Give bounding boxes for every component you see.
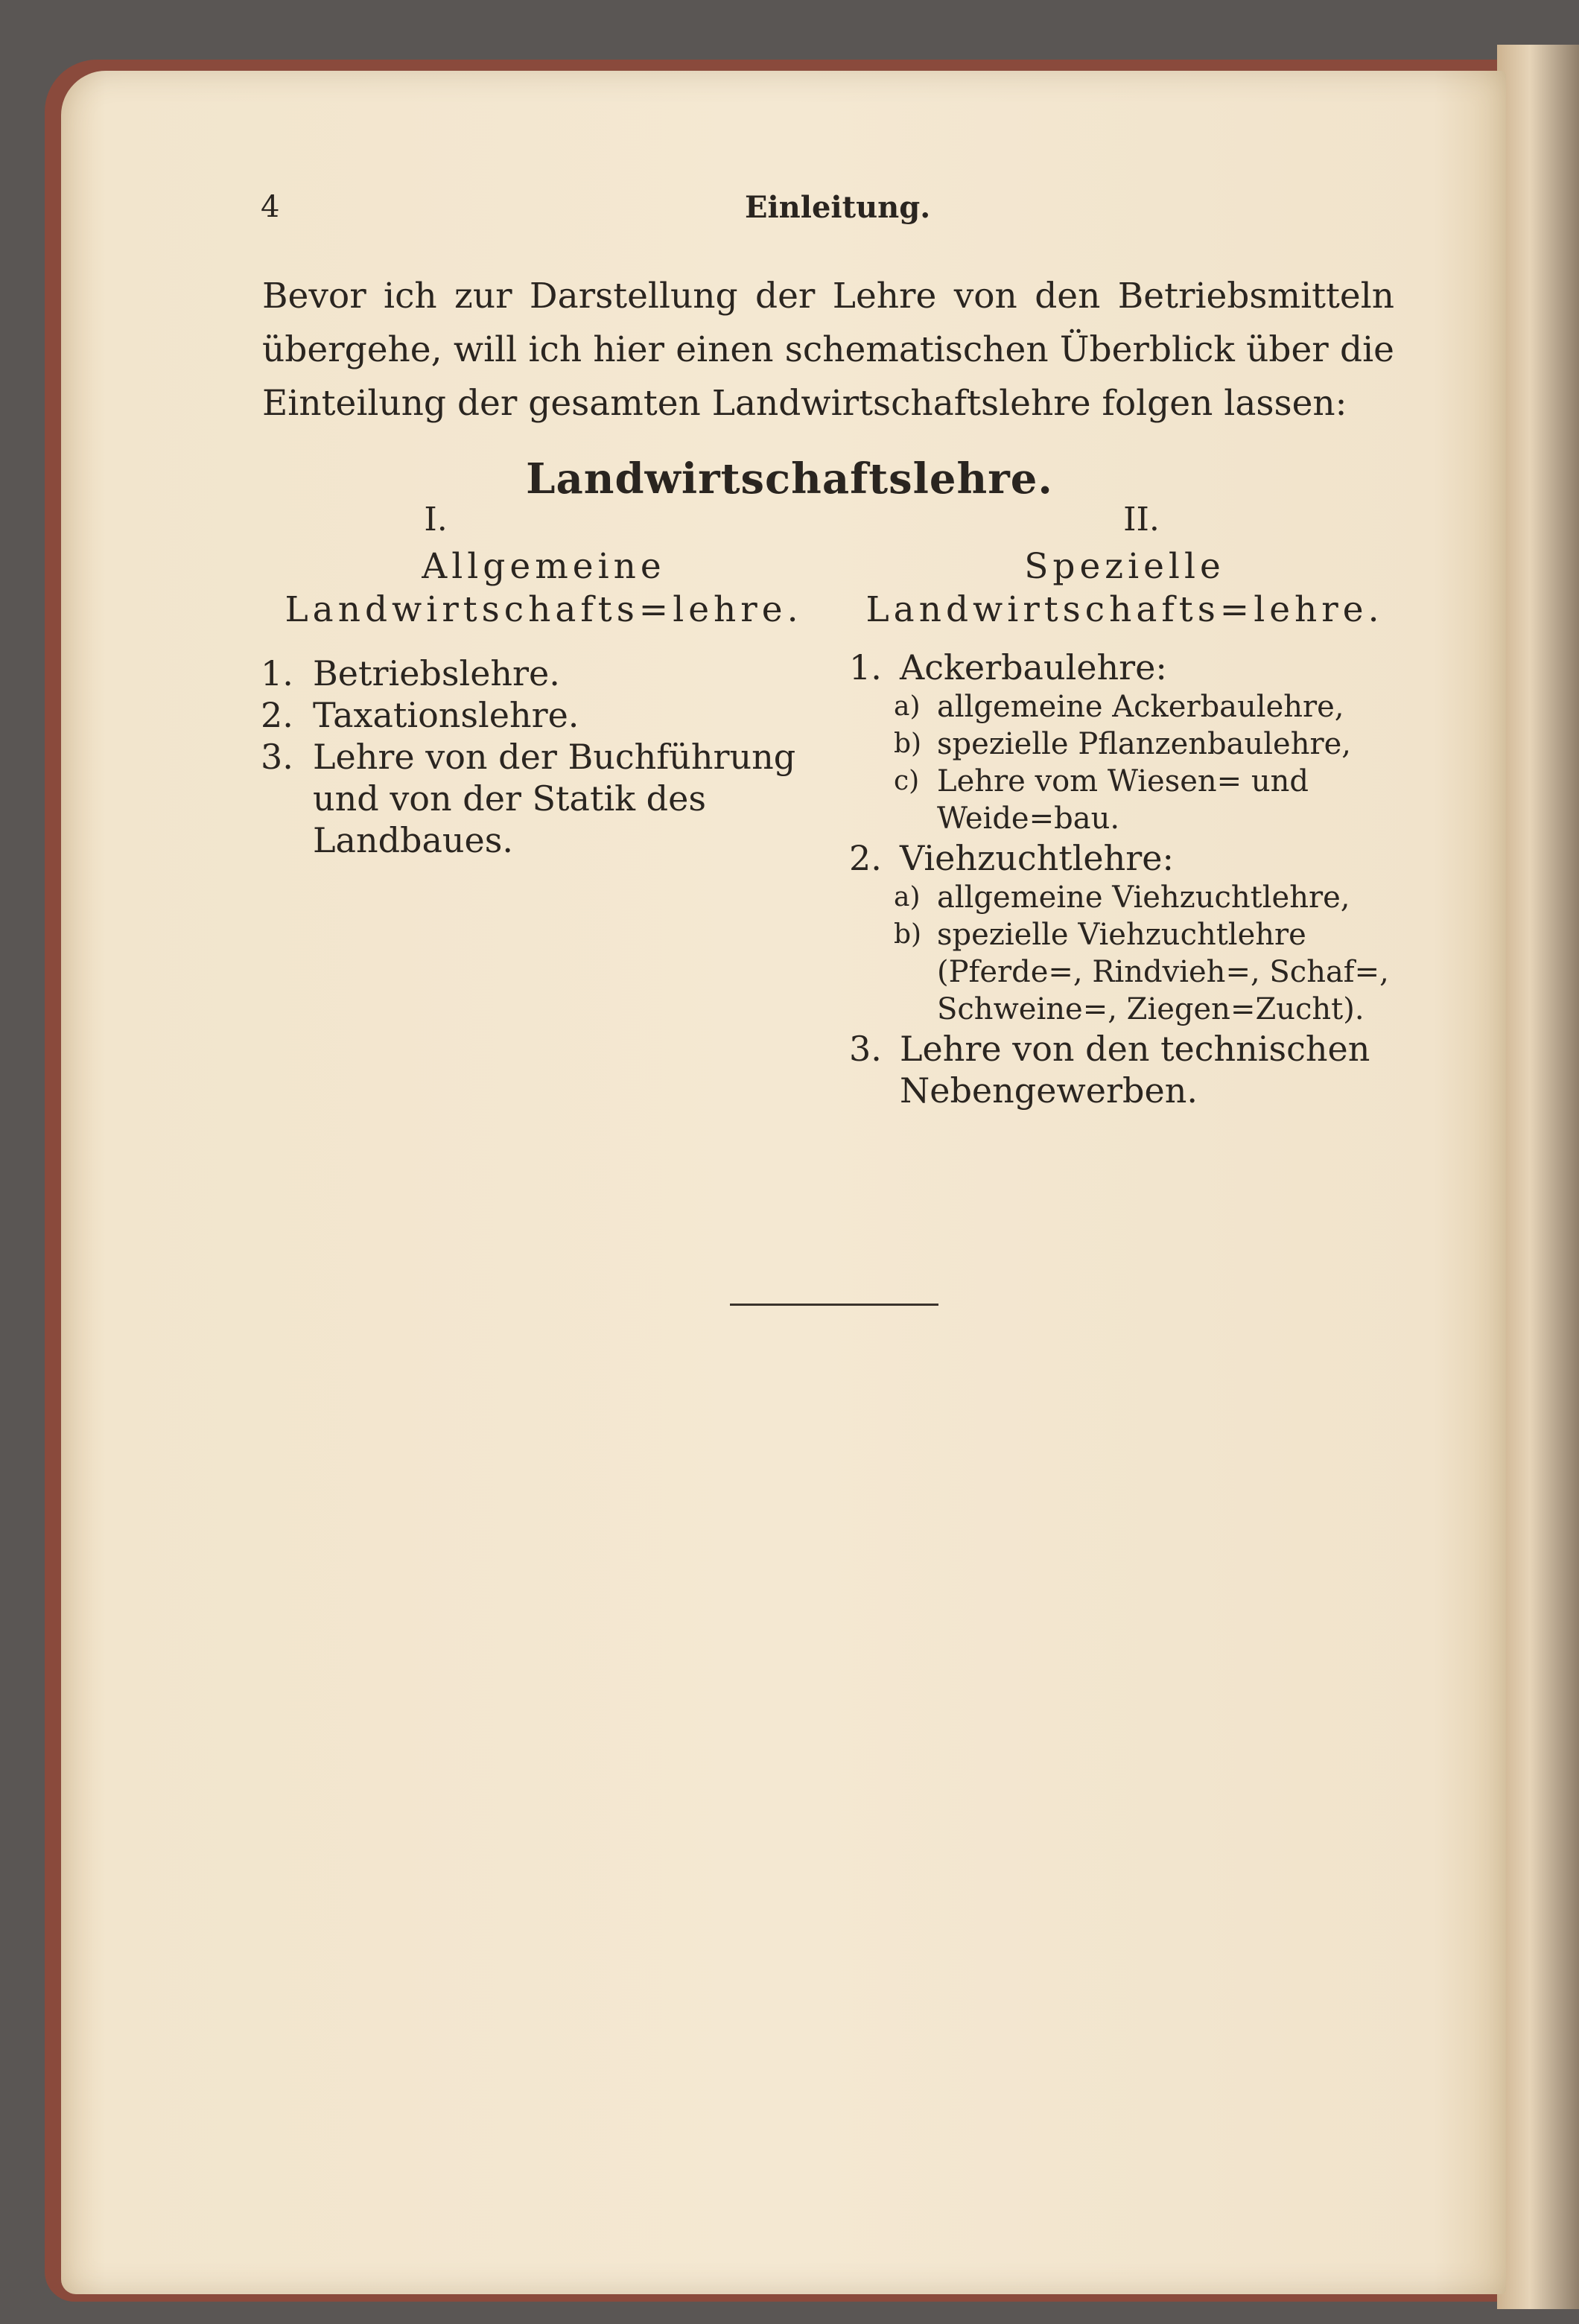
sub-item-letter: b) — [894, 919, 922, 950]
sub-item-text: allgemeine Ackerbaulehre, — [937, 690, 1344, 724]
list-item — [261, 736, 827, 861]
sub-item — [894, 916, 1400, 1028]
item-number: 2. — [849, 838, 882, 878]
right-list — [849, 647, 1400, 1111]
list-item — [849, 1028, 1400, 1111]
section-divider — [730, 1304, 938, 1306]
item-number: 1. — [261, 653, 293, 693]
next-page-edge — [1497, 45, 1579, 2309]
left-list — [261, 653, 827, 861]
right-column — [849, 501, 1400, 1111]
sub-item-letter: a) — [894, 882, 921, 912]
intro-paragraph: Bevor ich zur Darstellung der Lehre von den Betriebsmitteln übergehe, will ich hier einen schematischen Überblick über die Einteilung der gesamten Landwirtschaftslehre folgen lassen: — [262, 276, 1394, 424]
list-item — [849, 647, 1400, 688]
sub-item — [894, 688, 1400, 726]
item-number: 2. — [261, 695, 293, 735]
list-item — [261, 653, 827, 694]
left-column — [261, 501, 827, 861]
sub-item-text: spezielle Pflanzenbaulehre, — [937, 727, 1351, 761]
sub-item-letter: a) — [894, 691, 921, 722]
item-text: Ackerbaulehre: — [900, 647, 1167, 688]
item-number: 1. — [849, 647, 882, 688]
list-item — [849, 837, 1400, 879]
right-column-title: Spezielle Landwirtschafts=lehre. — [865, 546, 1384, 630]
item-text: Betriebslehre. — [313, 653, 560, 693]
sub-item-letter: c) — [894, 766, 920, 796]
sub-item-letter: b) — [894, 728, 922, 759]
sub-item-text: Lehre vom Wiesen= und Weide=bau. — [937, 764, 1309, 836]
right-numeral: II. — [1123, 501, 1160, 539]
sub-item — [894, 726, 1400, 763]
item-text: Lehre von den technischen Nebengewerben. — [900, 1029, 1370, 1111]
item-number: 3. — [849, 1029, 882, 1069]
scheme-title: Landwirtschaftslehre. — [526, 454, 1053, 504]
item-number: 3. — [261, 737, 293, 777]
item-text: Taxationslehre. — [313, 695, 579, 735]
sub-item-text: spezielle Viehzuchtlehre (Pferde=, Rindvieh=, Schaf=, Schweine=, Ziegen=Zucht). — [937, 918, 1389, 1026]
page-number: 4 — [261, 190, 280, 224]
item-text: Viehzuchtlehre: — [900, 838, 1174, 878]
list-item — [261, 694, 827, 736]
left-numeral: I. — [424, 501, 448, 539]
sub-item — [894, 879, 1400, 916]
running-title: Einleitung. — [745, 190, 931, 225]
sub-item — [894, 763, 1400, 837]
sub-item-text: allgemeine Viehzuchtlehre, — [937, 880, 1350, 915]
item-text: Lehre von der Buchführung und von der Statik des Landbaues. — [313, 737, 796, 860]
left-column-title: Allgemeine Landwirtschafts=lehre. — [285, 546, 803, 630]
